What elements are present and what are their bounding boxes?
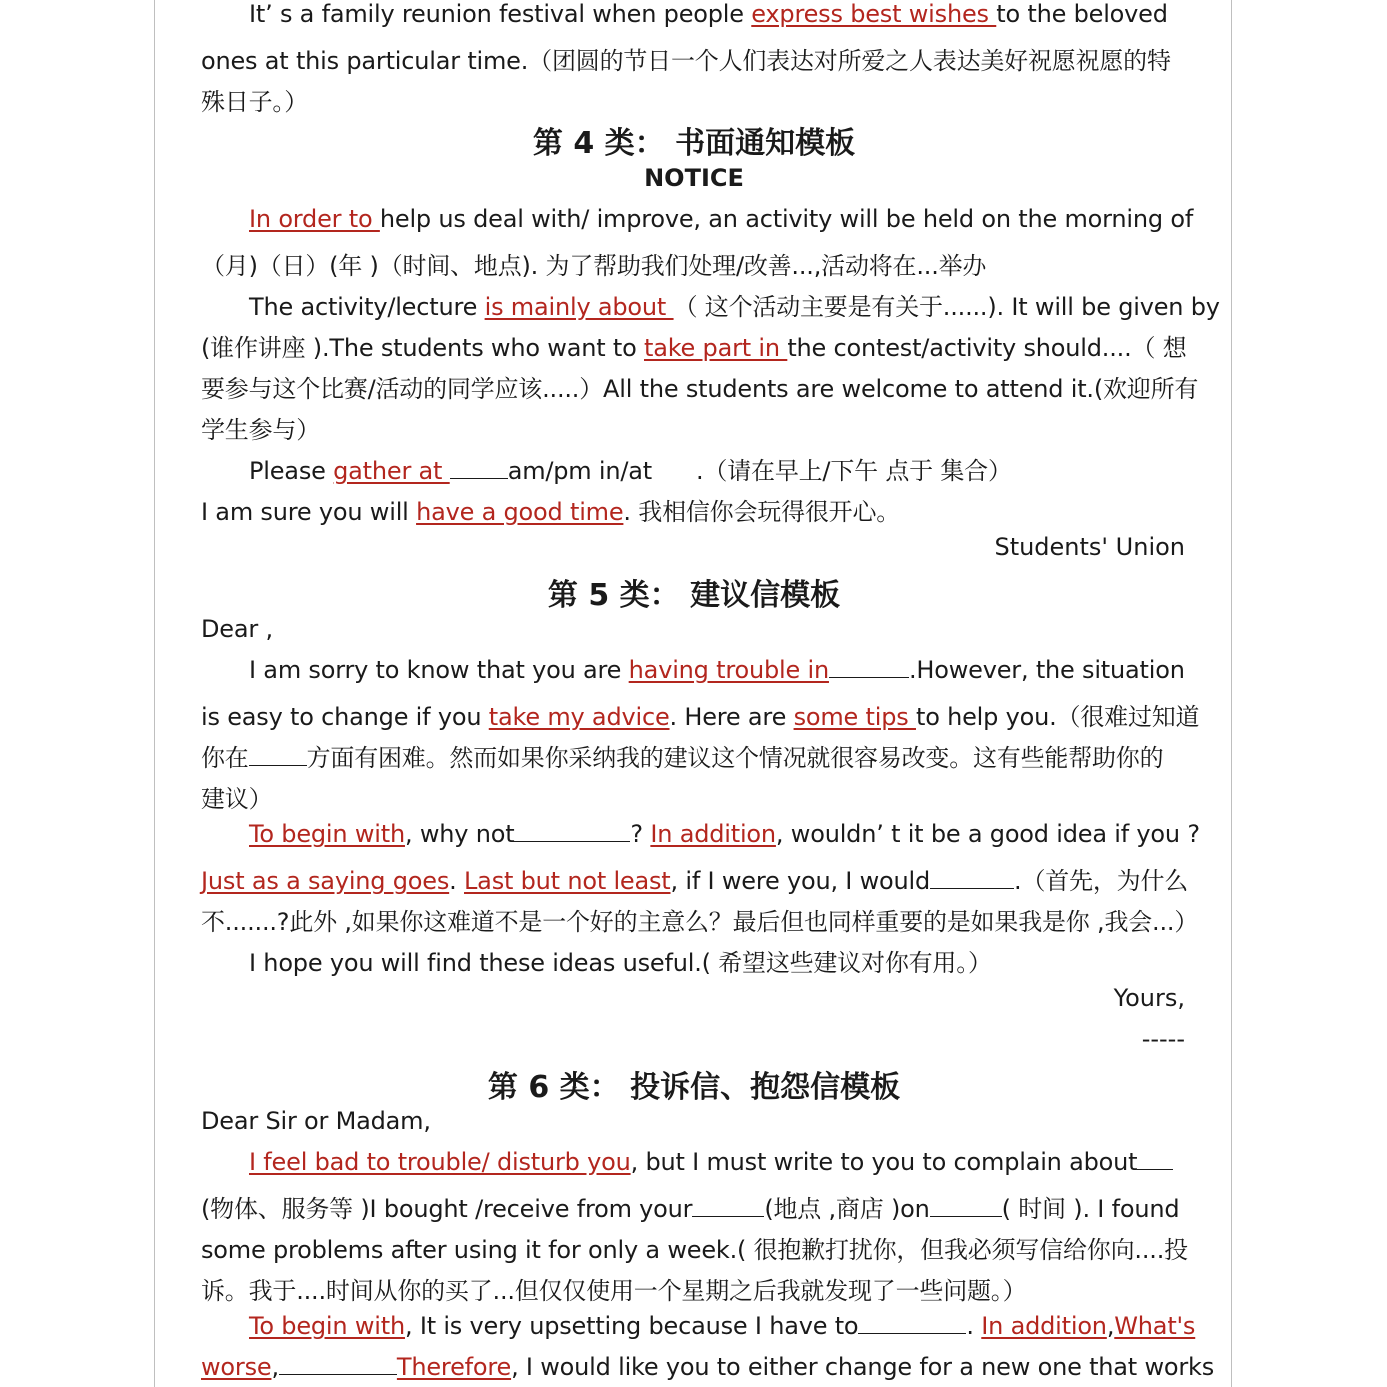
highlight-phrase: worse xyxy=(201,1353,272,1381)
text: （ 这个活动主要是有关于......). It will be given by xyxy=(673,293,1220,321)
highlight-phrase: To begin with xyxy=(249,820,405,848)
text: , why not xyxy=(404,820,515,848)
fill-blank xyxy=(279,1373,397,1375)
text-line xyxy=(249,1148,1173,1176)
fill-blank xyxy=(930,887,1014,889)
text: help us deal with/ improve, an activity will be held on the morning of xyxy=(379,205,1194,233)
text-line: some problems after using it for only a week.( 很抱歉打扰你，但我必须写信给你向....投 xyxy=(201,1236,1188,1264)
text-line xyxy=(201,738,1163,773)
highlight-phrase: What's xyxy=(1114,1312,1196,1340)
text: . xyxy=(449,867,465,895)
fill-blank xyxy=(858,1332,966,1334)
fill-blank xyxy=(249,764,307,766)
text-line xyxy=(201,697,1199,732)
text: 方面有困难。然而如果你采纳我的建议这个情况就很容易改变。这有些能帮助你的 xyxy=(306,744,1164,772)
salutation: Dear Sir or Madam, xyxy=(201,1107,431,1135)
text-line: 诉。我于....时间从你的买了...但仅仅使用一个星期之后我就发现了一些问题。） xyxy=(201,1277,1027,1305)
highlight-phrase: having trouble in xyxy=(628,656,829,684)
highlight-phrase: To begin with xyxy=(249,1312,405,1340)
text-line xyxy=(201,1189,1179,1224)
text: Please xyxy=(249,457,334,485)
text-line: 建议） xyxy=(201,785,273,813)
signature: Students' Union xyxy=(994,533,1185,561)
text-line: 要参与这个比赛/活动的同学应该.....）All the students are welcome to attend it.(欢迎所有 xyxy=(201,375,1199,403)
highlight-phrase: take my advice xyxy=(488,703,670,731)
highlight-phrase: I feel bad to trouble/ disturb you xyxy=(249,1148,631,1176)
text: .However, the situation xyxy=(908,656,1185,684)
highlight-phrase: express best wishes xyxy=(751,0,997,28)
text-line: （月)（日）(年 )（时间、地点). 为了帮助我们处理/改善...,活动将在...举办 xyxy=(201,252,987,280)
fill-blank xyxy=(829,676,909,678)
highlight-phrase: have a good time xyxy=(416,498,624,526)
text: The activity/lecture xyxy=(249,293,485,321)
document-page xyxy=(154,0,1232,1387)
text: .（首先，为什么 xyxy=(1014,867,1189,895)
fill-blank xyxy=(930,1215,1002,1217)
text-line: 不.......?此外 ,如果你这难道不是一个好的主意么？最后但也同样重要的是如果我是你 ,我会...） xyxy=(201,908,1199,936)
text-line xyxy=(201,861,1188,896)
text: , xyxy=(271,1353,279,1381)
text: . 我相信你会玩得很开心。 xyxy=(623,498,901,526)
text-line: 殊日子。） xyxy=(201,88,308,116)
text: , It is very upsetting because I have to xyxy=(404,1312,859,1340)
text-line xyxy=(249,451,1012,486)
text-line: I hope you will find these ideas useful.( 希望这些建议对你有用。） xyxy=(249,949,992,977)
text: to the beloved xyxy=(996,0,1168,28)
text: I am sure you will xyxy=(201,498,417,526)
fill-blank xyxy=(514,840,630,842)
highlight-phrase: take part in xyxy=(644,334,788,362)
highlight-phrase: Just as a saying goes xyxy=(201,867,450,895)
text: 你在 xyxy=(201,744,249,772)
text: . Here are xyxy=(669,703,794,731)
text-line xyxy=(201,1353,1214,1381)
text-line xyxy=(201,328,1187,363)
highlight-phrase: Last but not least xyxy=(464,867,671,895)
highlight-phrase: In order to xyxy=(249,205,380,233)
text: , wouldn’ t it be a good idea if you ? xyxy=(775,820,1200,848)
text: (地点 ,商店 )on xyxy=(764,1195,930,1223)
text: is easy to change if you xyxy=(201,703,489,731)
text: , I would like you to either change for a new one that works xyxy=(511,1353,1215,1381)
highlight-phrase: is mainly about xyxy=(484,293,674,321)
closing: Yours, xyxy=(1113,984,1185,1012)
section-heading: 第 5 类： 建议信模板 xyxy=(547,578,841,613)
text: .（请在早上/下午 点于 集合） xyxy=(696,457,1012,485)
text-line xyxy=(249,820,1200,848)
section-heading: 第 6 类： 投诉信、抱怨信模板 xyxy=(487,1070,901,1105)
text-line xyxy=(201,492,900,527)
text-line xyxy=(249,287,1220,322)
salutation: Dear , xyxy=(201,615,273,643)
highlight-phrase: In addition xyxy=(650,820,776,848)
text: , if I were you, I would xyxy=(670,867,931,895)
text-line xyxy=(249,0,1168,28)
text-line xyxy=(249,656,1185,684)
text-line xyxy=(249,1312,1195,1340)
fill-blank xyxy=(450,477,508,479)
fill-blank xyxy=(1137,1168,1173,1170)
section-heading: 第 4 类： 书面通知模板 xyxy=(532,126,856,161)
notice-title: NOTICE xyxy=(644,164,744,192)
text: . xyxy=(966,1312,982,1340)
text: to help you.（很难过知道 xyxy=(915,703,1200,731)
highlight-phrase: gather at xyxy=(333,457,450,485)
highlight-phrase: Therefore xyxy=(396,1353,512,1381)
text: , xyxy=(1106,1312,1115,1340)
text: I am sorry to know that you are xyxy=(249,656,629,684)
highlight-phrase: In addition xyxy=(981,1312,1107,1340)
text: ? xyxy=(630,820,651,848)
signature-dashes: ----- xyxy=(1141,1025,1185,1053)
text: (物体、服务等 )I bought /receive from your xyxy=(201,1195,693,1223)
fill-blank xyxy=(692,1215,764,1217)
text: the contest/activity should....（ 想 xyxy=(787,334,1187,362)
text: , but I must write to you to complain about xyxy=(630,1148,1138,1176)
text: (谁作讲座 ).The students who want to xyxy=(201,334,644,362)
text-line: ones at this particular time.（团圆的节日一个人们表达对所爱之人表达美好祝愿祝愿的特 xyxy=(201,47,1171,75)
text: It’ s a family reunion festival when people xyxy=(249,0,752,28)
text: am/pm in/at xyxy=(507,457,652,485)
highlight-phrase: some tips xyxy=(793,703,916,731)
text: ( 时间 ). I found xyxy=(1001,1195,1180,1223)
text-line xyxy=(249,205,1193,233)
text-line: 学生参与） xyxy=(201,416,320,444)
